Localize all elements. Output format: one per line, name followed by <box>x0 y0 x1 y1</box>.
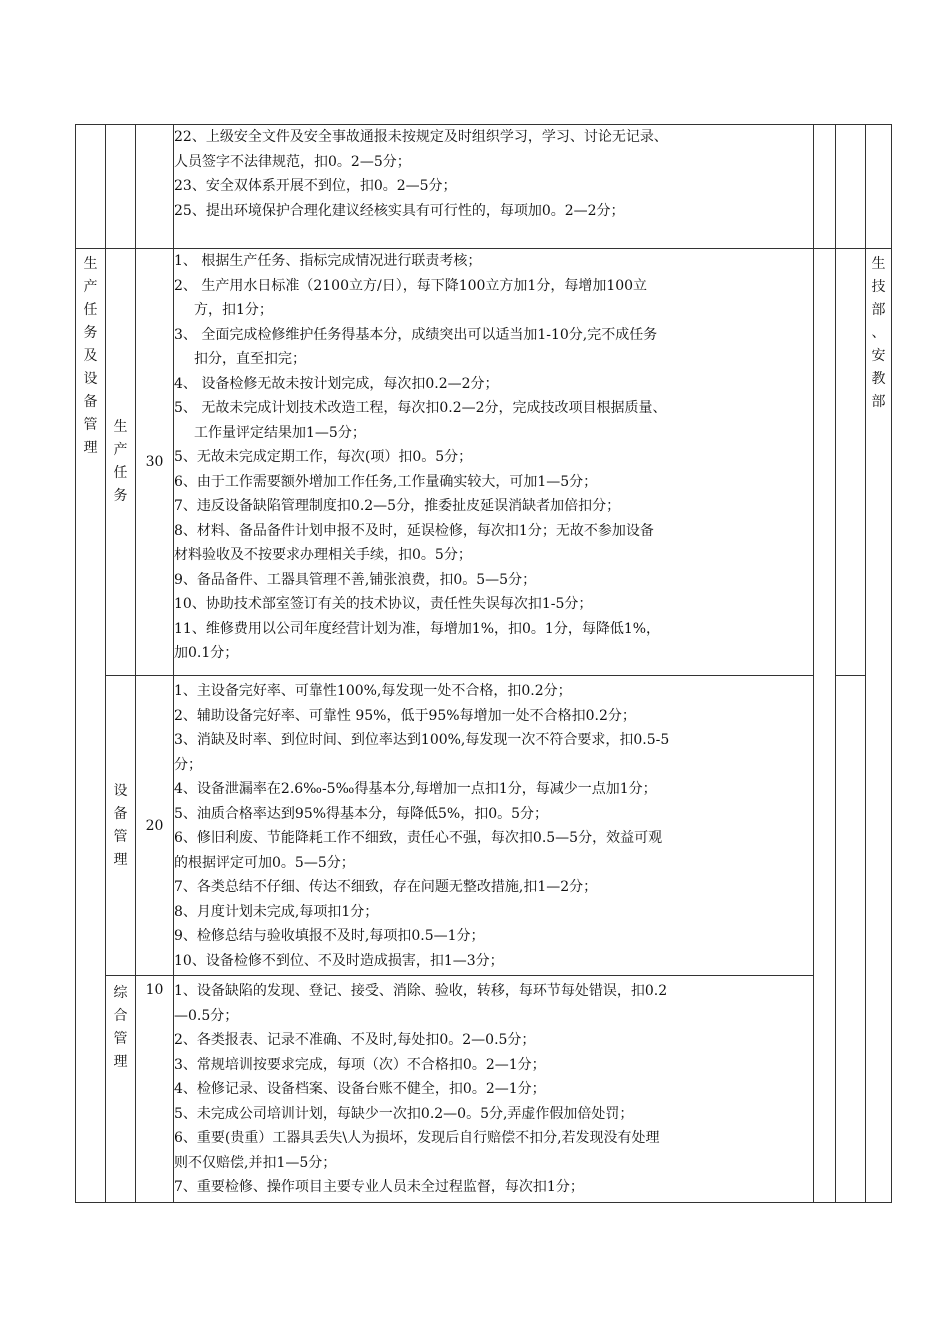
criteria-line: 3、消缺及时率、到位时间、到位率达到100%,每发现一次不符合要求，扣0.5-5 <box>174 732 670 748</box>
production-task-criteria <box>174 249 814 676</box>
criteria-line: 工作量评定结果加1—5分； <box>194 424 366 441</box>
score-cell-empty <box>136 125 174 249</box>
criteria-line: 方，扣1分； <box>194 302 273 318</box>
criteria-line: 7、各类总结不仔细、传达不细致，存在问题无整改措施,扣1—2分； <box>174 879 598 895</box>
criteria-line: 9、检修总结与验收填报不及时,每项扣0.5—1分； <box>174 928 485 944</box>
criteria-line: 25、提出环境保护合理化建议经核实具有可行性的，每项加0。2—2分； <box>174 202 625 219</box>
criteria-line: 2、辅助设备完好率、可靠性 95%，低于95%每增加一处不合格扣0.2分； <box>174 707 636 724</box>
criteria-line: 6、重要(贵重）工器具丢失\人为损坏，发现后自行赔偿不扣分,若发现没有处理 <box>174 1130 660 1146</box>
criteria-line: 1、设备缺陷的发现、登记、接受、消除、验收，转移，每环节每处错误，扣0.2 <box>174 983 668 999</box>
criteria-line: 5、 无故未完成计划技术改造工程，每次扣0.2—2分，完成技改项目根据质量、 <box>174 400 667 416</box>
criteria-line: 8、材料、备品备件计划申报不及时，延误检修，每次扣1分；无故不参加设备 <box>174 522 654 539</box>
criteria-line: 6、修旧利废、节能降耗工作不细致，责任心不强，每次扣0.5—5分，效益可观 <box>174 830 663 846</box>
criteria-line: 3、 全面完成检修维护任务得基本分，成绩突出可以适当加1-10分,完不成任务 <box>174 326 658 343</box>
criteria-line: 10、协助技术部室签订有关的技术协议，责任性失误每次扣1-5分； <box>174 596 593 612</box>
criteria-line: 的根据评定可加0。5—5分； <box>174 854 355 871</box>
score-equipment-management: 20 <box>136 676 174 976</box>
production-task-row <box>76 249 892 676</box>
criteria-line: 23、安全双体系开展不到位，扣0。2—5分； <box>174 178 457 194</box>
subcategory-production-task: 生 产 任 务 <box>106 249 136 676</box>
department-label: 生 技 部 、 安 教 部 <box>866 249 892 1203</box>
criteria-line: 11、维修费用以公司年度经营计划为准，每增加1%，扣0。1分，每降低1%， <box>174 620 661 637</box>
criteria-line: 加0.1分； <box>174 645 239 661</box>
criteria-line: 22、上级安全文件及安全事故通报未按规定及时组织学习，学习、讨论无记录、 <box>174 129 668 145</box>
criteria-line: 4、检修记录、设备档案、设备台账不健全，扣0。2—1分； <box>174 1081 546 1097</box>
score-general-management: 10 <box>136 976 174 1203</box>
extra-cell-empty <box>836 249 866 676</box>
criteria-line: 材料验收及不按要求办理相关手续，扣0。5分； <box>174 547 472 563</box>
criteria-line: 4、 设备检修无故未按计划完成，每次扣0.2—2分； <box>174 375 499 392</box>
assessment-table <box>75 124 892 1203</box>
extra-cell-empty <box>836 676 866 1203</box>
criteria-line: 5、未完成公司培训计划，每缺少一次扣0.2—0。5分,弄虚作假加倍处罚； <box>174 1105 634 1122</box>
criteria-line: 6、由于工作需要额外增加工作任务,工作量确实较大，可加1—5分； <box>174 473 598 490</box>
criteria-line: 分； <box>174 756 202 773</box>
department-cell-empty <box>866 125 892 249</box>
criteria-line: 9、备品备件、工器具管理不善,铺张浪费，扣0。5—5分； <box>174 571 537 588</box>
category-label: 生 产 任 务 及 设 备 管 理 <box>76 249 106 1203</box>
subcategory-general-management: 综 合 管 理 <box>106 976 136 1203</box>
extra-cell-empty <box>836 125 866 249</box>
equipment-management-row <box>76 676 892 976</box>
criteria-line: 2、 生产用水日标准（2100立方/日），每下降100立方加1分，每增加100立 <box>174 277 648 294</box>
criteria-line: 人员签字不法律规范，扣0。2—5分； <box>174 153 411 170</box>
criteria-line: 8、月度计划未完成,每项扣1分； <box>174 903 379 920</box>
equipment-management-criteria <box>174 676 814 976</box>
criteria-line: 2、各类报表、记录不准确、不及时,每处扣0。2—0.5分； <box>174 1032 536 1048</box>
general-management-row <box>76 976 892 1203</box>
criteria-line: 10、设备检修不到位、不及时造成损害，扣1—3分； <box>174 952 504 969</box>
continuation-row <box>76 125 892 249</box>
extra-cell-empty <box>814 249 836 1203</box>
criteria-line: 7、重要检修、操作项目主要专业人员未全过程监督，每次扣1分； <box>174 1179 584 1195</box>
subcategory-cell-empty <box>106 125 136 249</box>
criteria-line: 4、设备泄漏率在2.6‰-5‰得基本分,每增加一点扣1分，每减少一点加1分； <box>174 781 657 797</box>
criteria-line: 5、油质合格率达到95%得基本分，每降低5%，扣0。5分； <box>174 805 549 822</box>
subcategory-equipment-management: 设 备 管 理 <box>106 676 136 976</box>
criteria-line: 7、违反设备缺陷管理制度扣0.2—5分，推委扯皮延误消缺者加倍扣分； <box>174 498 621 514</box>
criteria-line: 扣分，直至扣完； <box>194 351 306 367</box>
score-production-task: 30 <box>136 249 174 676</box>
criteria-line: 5、无故未完成定期工作，每次(项）扣0。5分； <box>174 449 473 465</box>
criteria-line: —0.5分； <box>174 1007 239 1024</box>
category-cell-empty <box>76 125 106 249</box>
continuation-criteria <box>174 125 814 249</box>
criteria-line: 1、 根据生产任务、指标完成情况进行联责考核； <box>174 253 482 269</box>
criteria-line: 3、常规培训按要求完成，每项（次）不合格扣0。2—1分； <box>174 1056 546 1073</box>
criteria-line: 1、主设备完好率、可靠性100%,每发现一处不合格，扣0.2分； <box>174 683 572 699</box>
general-management-criteria <box>174 976 814 1203</box>
extra-cell-empty <box>814 125 836 249</box>
criteria-line: 则不仅赔偿,并扣1—5分； <box>174 1154 337 1171</box>
